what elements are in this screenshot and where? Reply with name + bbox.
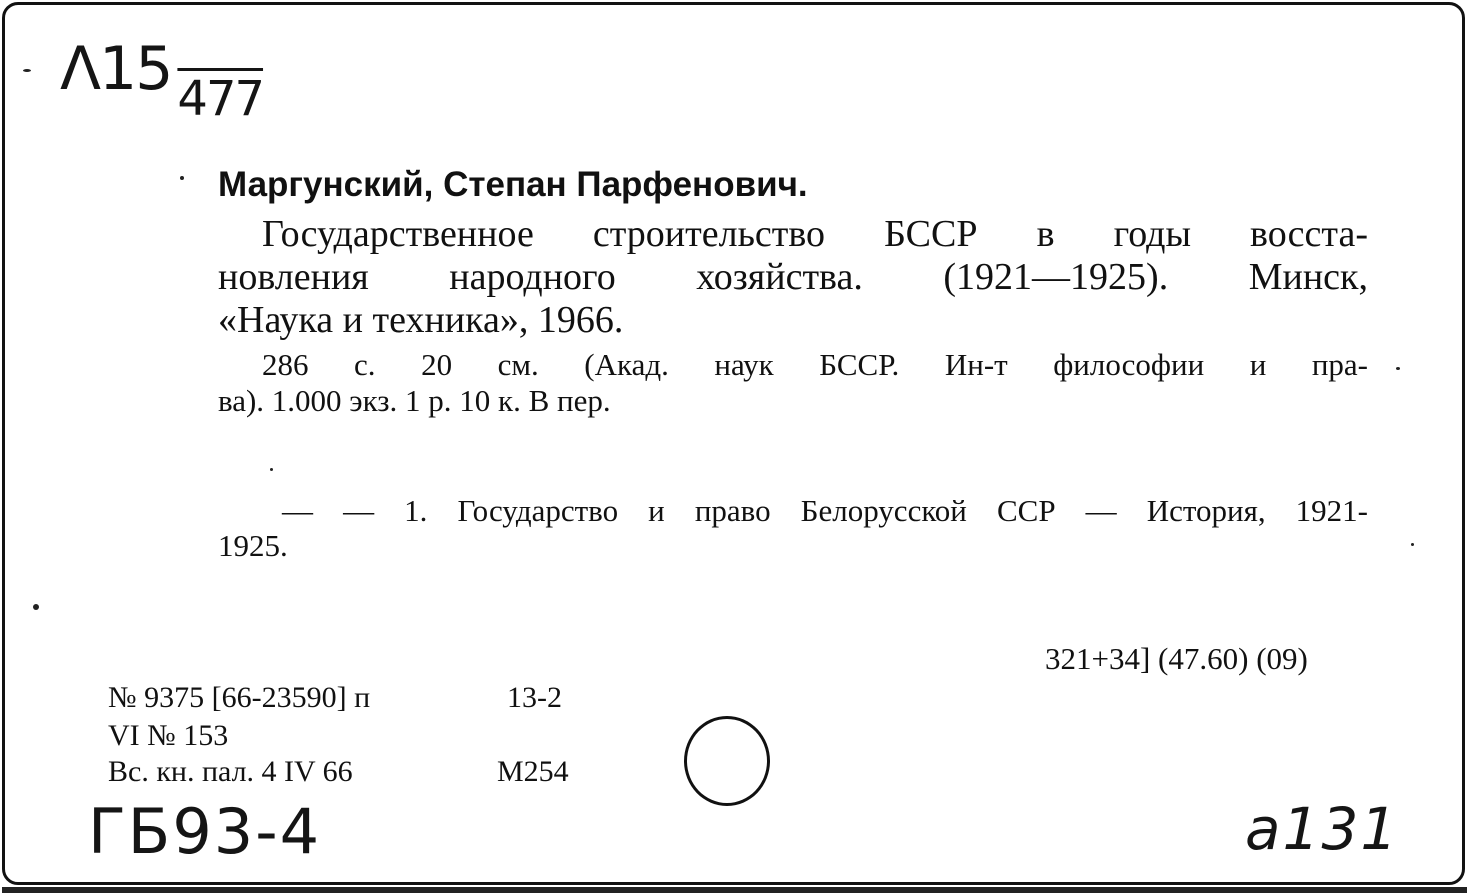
- shelf-number: 477: [177, 71, 264, 127]
- handwritten-shelf-mark: [60, 34, 263, 127]
- handwritten-inventory: ГБ93-4: [88, 795, 322, 868]
- punch-hole: [684, 716, 770, 806]
- card-bottom-edge: [2, 887, 1467, 893]
- collation-line-1: 286 с. 20 см. (Акад. наук БССР. Ин-т философии и пра-: [262, 347, 1368, 382]
- collation-line-2: ва). 1.000 экз. 1 р. 10 к. В пер.: [218, 383, 611, 418]
- speck: [23, 69, 31, 72]
- speck: [180, 176, 184, 180]
- registry-code: 13-2: [507, 681, 562, 714]
- speck: [33, 604, 39, 610]
- registry-chamber: Вс. кн. пал. 4 IV 66: [108, 755, 353, 788]
- registry-volume: VI № 153: [108, 719, 229, 752]
- speck: [1396, 367, 1400, 370]
- subject-line-1: — — 1. Государство и право Белорусской ССР — История, 1921-: [282, 493, 1368, 528]
- title-line-2: новления народного хозяйства. (1921—1925). Минск,: [218, 256, 1368, 298]
- handwritten-corner-code: a131: [1245, 795, 1400, 863]
- registry-print-code: М254: [497, 755, 569, 788]
- shelf-prefix: Λ15: [60, 34, 172, 104]
- classification-code: 321+34] (47.60) (09): [1045, 641, 1308, 676]
- registry-number: № 9375 [66-23590] п: [108, 681, 371, 714]
- title-line-1: Государственное строительство БССР в годы восста-: [262, 213, 1368, 255]
- speck: [1411, 543, 1414, 546]
- subject-line-2: 1925.: [218, 528, 288, 563]
- author-heading: Маргунский, Степан Парфенович.: [218, 165, 808, 204]
- speck: [270, 468, 273, 471]
- title-line-3: «Наука и техника», 1966.: [218, 299, 624, 341]
